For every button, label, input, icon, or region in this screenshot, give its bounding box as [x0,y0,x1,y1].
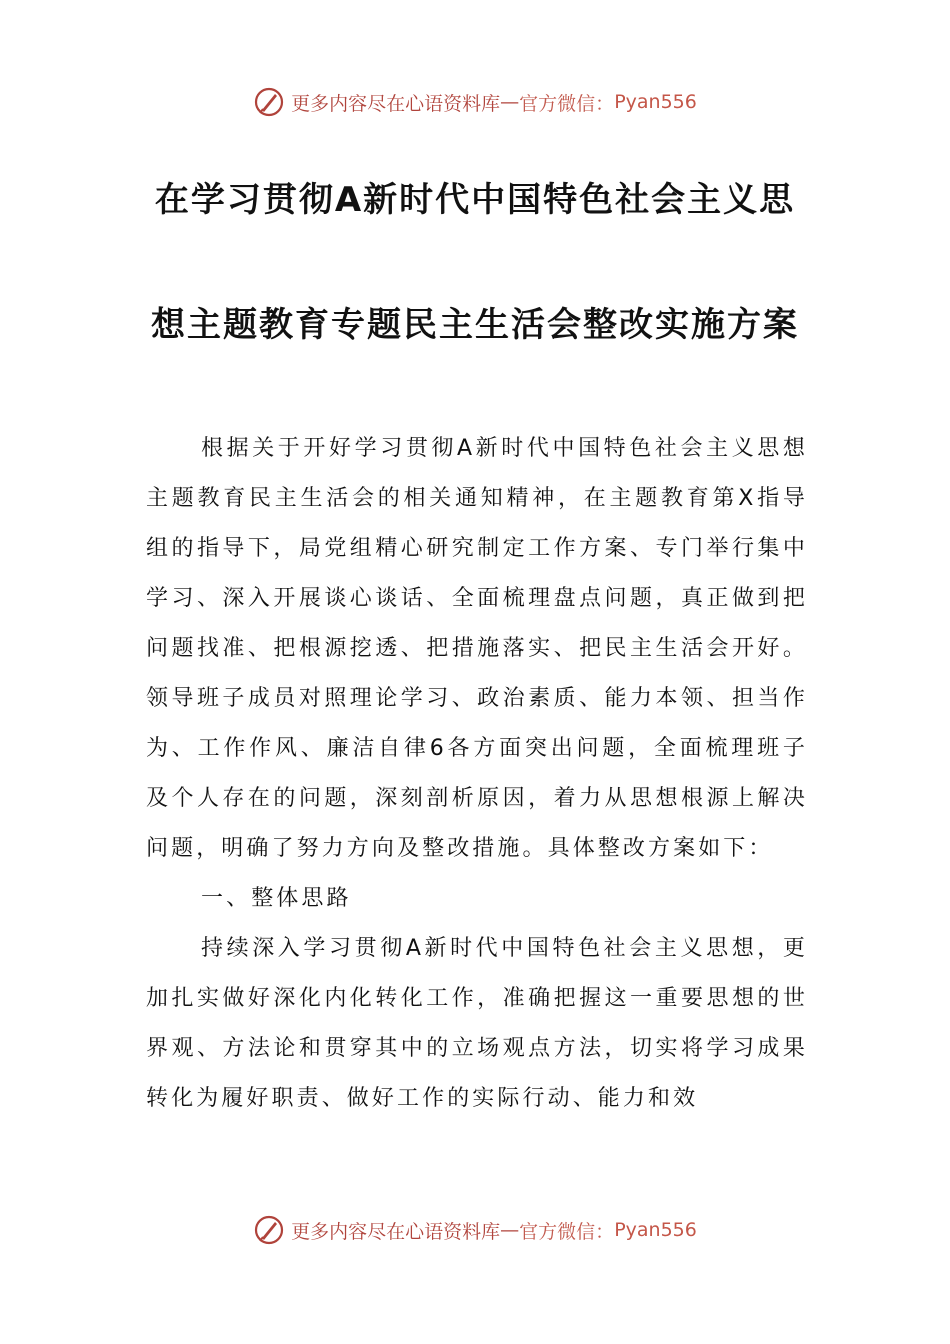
watermark-wechat-id: Pyan556 [614,1219,697,1241]
watermark-banner-top [0,82,950,122]
body-paragraph: 根据关于开好学习贯彻A新时代中国特色社会主义思想主题教育民主生活会的相关通知精神，在主题教育第X指导组的指导下，局党组精心研究制定工作方案、专门举行集中学习、深入开展谈心谈话、全面梳理盘点问题，真正做到把问题找准、把根源挖透、把措施落实、把民主生活会开好。领导班子成员对照理论学习、政治素质、能力本领、担当作为、工作作风、廉洁自律6各方面突出问题，全面梳理班子及个人存在的问题，深刻剖析原因，着力从思想根源上解决问题，明确了努力方向及整改措施。具体整改方案如下： [146,436,808,861]
watermark-text: 更多内容尽在心语资料库 [291,92,501,115]
document-body [146,424,808,1124]
watermark-dash: — [500,91,520,113]
section-heading: 一、整体思路 [201,886,352,911]
watermark-contact-label: 官方微信： [519,92,615,115]
watermark-dash: — [500,1219,520,1241]
watermark-banner-bottom [0,1210,950,1250]
quill-logo-icon [253,86,285,118]
body-paragraph: 持续深入学习贯彻A新时代中国特色社会主义思想，更加扎实做好深化内化转化工作，准确把握这一重要思想的世界观、方法论和贯穿其中的立场观点方法，切实将学习成果转化为履好职责、做好工作的实际行动、能力和效 [146,936,808,1111]
watermark-text: 更多内容尽在心语资料库 [291,1220,501,1243]
watermark-contact-label: 官方微信： [519,1220,615,1243]
quill-logo-icon [253,1214,285,1246]
watermark-wechat-id: Pyan556 [614,91,697,113]
document-title-line-1: 在学习贯彻A新时代中国特色社会主义思 [154,180,796,220]
document-title-line-2: 想主题教育专题民主生活会整改实施方案 [151,305,799,345]
